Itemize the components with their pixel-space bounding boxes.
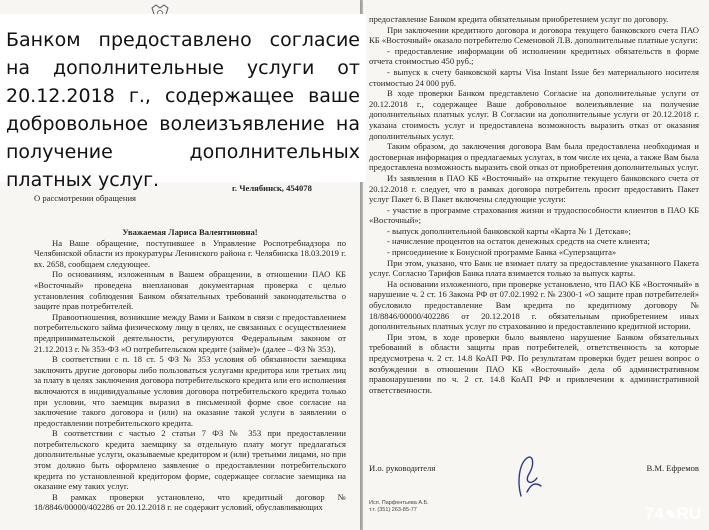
- paragraph: - предоставление информации об исполнении кредитных обязательств в форме отчета стоимостью 450 руб.;: [369, 45, 699, 67]
- letter-page-right: [363, 0, 709, 530]
- paragraph: В рамках проверки установлено, что кредитный договор № 18/8846/00000/402286 от 20.12.2018 г. не содержит условий, обуславливающих: [34, 491, 346, 513]
- paragraph: На основании изложенного, при проверке установлено, что ПАО КБ «Восточный» в нарушение ч. 2 ст. 16 Закона РФ от 07.02.1992 г. № 2300-1 «О защите прав потребителей» обусловило предоставление Вам кредита по кредитному договору № 18/8846/00000/402286 от 20.12.2018 г. обязательным приобретением иных дополнительных платных услуг по страхованию и предоставлению кредитной истории.: [369, 278, 699, 332]
- letter-city-address: г. Челябинск, 454078: [232, 183, 312, 193]
- paragraph: - выпуск дополнительной банковской карты «Карта № 1 Детская»;: [387, 225, 631, 236]
- paragraph: При заключении кредитного договора и договора текущего банковского счета ПАО КБ «Восточный» оказало потребителю Семеновой Л.В. дополнительные платные услуги:: [369, 24, 699, 46]
- highlight-quote: Банком предоставлено согласие на дополнительные услуги от 20.12.2018 г., содержащее ваше добровольное волеизъявление на получение дополнительных платных услуг.: [6, 29, 360, 191]
- pencil-icon: ✎: [665, 507, 677, 522]
- executor-name: Исп. Парфентьева А.Б.: [369, 500, 429, 506]
- signatory-name: В.М. Ефремов: [646, 463, 699, 473]
- watermark-brand: 74: [644, 504, 664, 523]
- site-watermark: [645, 504, 701, 524]
- salutation: Уважаемая Лариса Валентиновна!: [122, 227, 258, 237]
- paragraph: На Ваше обращение, поступившее в Управление Роспотребнадзора по Челябинской области из прокуратуры Ленинского района г. Челябинска 18.03.2019 г. вх. 2658, сообщаем следующее.: [34, 237, 346, 269]
- paragraph: По основаниям, изложенным в Вашем обращении, в отношении ПАО КБ «Восточный» проведена внеплановая документарная проверка с целью установления соблюдения Банком обязательных требований законодательства о защите прав потребителей.: [34, 269, 346, 312]
- paragraph: - участие в программе страхования жизни и трудоспособности клиентов в ПАО КБ «Восточный»;: [369, 204, 699, 226]
- paragraph: - выпуск к счету банковской карты Visa Instant Issue без материального носителя стоимостью 24 000 руб.: [369, 66, 699, 88]
- paragraph: При этом, указано, что Банк не взимает плату за предоставление указанного Пакета услуг. Согласно Тарифов Банка плата взимается только за выпуск карты.: [369, 257, 699, 279]
- letter-body-right: [369, 14, 699, 395]
- executor-phone: т.т. (351) 263-85-77: [369, 507, 417, 513]
- paragraph: Из заявления в ПАО КБ «Восточный» на открытие текущего банковского счета от 20.12.2018 г. следует, что в рамках договора потребитель просит предоставить Пакет услуг Пакет 6. В Пакет включены следующие услуги:: [369, 172, 699, 205]
- signatory-title: И.о. руководителя: [369, 463, 436, 473]
- letter-body-left: [34, 227, 346, 513]
- paragraph: В соответствии с п. 18 ст. 5 ФЗ № 353 условия об обязанности заемщика заключить другие договоры либо пользоваться услугами кредитора или третьих лиц за плату в целях заключения договора потребительского кредита или его исполнения включаются в индивидуальные условия договора потребительского кредита только при условии, что заемщик выразил в письменной форме свое согласие на заключение такого договора и (или) на оказание такой услуги в заявлении о предоставлении потребительского кредита.: [34, 354, 346, 428]
- paragraph: - начисление процентов на остаток денежных средств на счете клиента;: [387, 236, 650, 247]
- paragraph: В ходе проверки Банком представлено Согласие на дополнительные услуги от 20.12.2018 г., содержащее Ваше добровольное волеизъявление на получение дополнительных платных услуг. В Согласии на дополнительные услуги от 20.12.2018 г. указана стоимость услуг и предоставлена возможность выразить отказ от оказания дополнительных услуг.: [369, 88, 699, 141]
- paragraph: В соответствии с частью 2 статьи 7 ФЗ № 353 при предоставлении потребительского кредита заемщику за отдельную плату могут предлагаться дополнительные услуги, оказываемые кредитором и (или) третьими лицами, но при этом должно быть оформлено заявление о предоставлении потребительского кредита по установленной кредитором форме, содержащее согласие заемщика на оказание ему таких услуг.: [34, 428, 346, 492]
- paragraph: Правоотношения, возникшие между Вами и Банком в связи с предоставлением потребительского займа физическому лицу в целях, не связанных с осуществлением предпринимательской деятельности, регулируются Федеральным законом от 21.12.2013 г. № 353-ФЗ «О потребительском кредите (займе)» (далее – ФЗ № 353).: [34, 311, 346, 354]
- letter-subject: О рассмотрении обращения: [34, 193, 136, 203]
- paragraph: - присоединение к Бонусной программе Банка «Суперзащита»: [387, 247, 617, 258]
- paragraph: При этом, в ходе проверки было выявлено нарушение Банком обязательных требований в области защиты прав потребителей, ответственность за которые предусмотрена ч. 2 ст. 14.8 КоАП РФ. По результатам проверки будет решен вопрос о возбуждении в отношении ПАО КБ «Восточный» дела об административном правонарушении по ч. 2 ст. 14.8 КоАП РФ и привлечении к административной ответственности.: [369, 331, 699, 395]
- executor-info: [369, 500, 429, 514]
- handwritten-signature: [511, 452, 545, 500]
- paragraph: предоставление Банком кредита обязательным приобретением услуг по договору.: [369, 14, 669, 24]
- paragraph: Таким образом, до заключения договора Вам была предоставлена необходимая и достоверная информация о предлагаемых услугах, в том числе их цена, а также Вам была предоставлена возможность выразить свой отказ от приобретения дополнительных услуг.: [369, 141, 699, 173]
- watermark-suffix: RU: [676, 504, 701, 523]
